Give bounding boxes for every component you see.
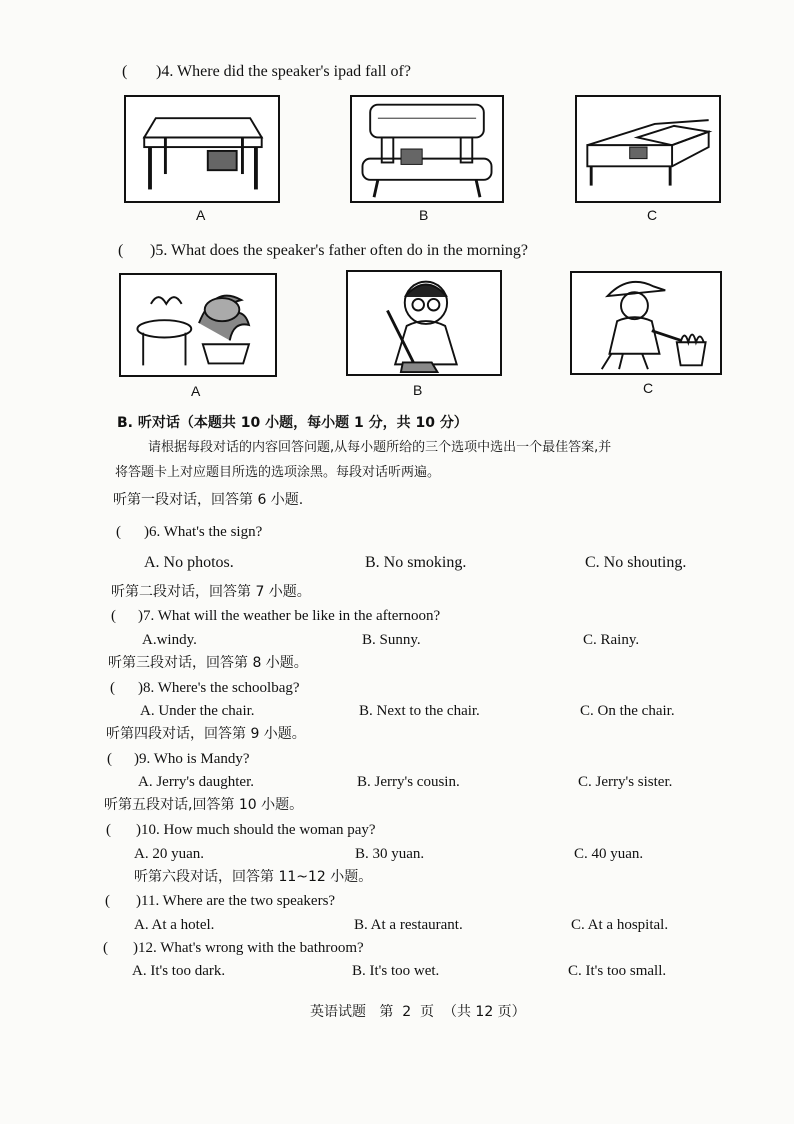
q4-image-b-sofa [350, 95, 504, 203]
q11-paren: ( [105, 893, 110, 909]
q10-paren: ( [106, 822, 111, 838]
q11-option-a: A. At a hotel. [134, 917, 215, 933]
section-b-title: B. 听对话（本题共 10 小题，每小题 1 分，共 10 分） [117, 415, 468, 431]
q9-option-c: C. Jerry's sister. [578, 774, 673, 790]
q7-question: )7. What will the weather be like in the afternoon? [138, 608, 441, 624]
q8-paren: ( [110, 680, 115, 696]
q6-paren: ( [116, 524, 121, 540]
q5-image-b-sweeping [346, 270, 502, 376]
q9-option-a: A. Jerry's daughter. [138, 774, 255, 790]
q7-option-b: B. Sunny. [362, 632, 421, 648]
q6-option-b: B. No smoking. [365, 554, 467, 571]
q10-question: )10. How much should the woman pay? [136, 822, 376, 838]
q4-image-c-bed [575, 95, 721, 203]
q12-option-a: A. It's too dark. [132, 963, 226, 979]
q4-option-b: B [419, 207, 429, 223]
q6-option-a: A. No photos. [144, 554, 234, 571]
q9-question: )9. Who is Mandy? [134, 751, 250, 767]
q12-paren: ( [103, 940, 108, 956]
dialog3-intro: 听第三段对话，回答第 8 小题。 [108, 655, 308, 671]
q9-paren: ( [107, 751, 112, 767]
q10-option-a: A. 20 yuan. [134, 846, 204, 862]
dialog2-intro: 听第二段对话，回答第 7 小题。 [111, 584, 311, 600]
q8-option-c: C. On the chair. [580, 703, 675, 719]
q6-question: )6. What's the sign? [144, 524, 263, 540]
q5-option-a: A [191, 383, 201, 399]
q5-option-c: C [643, 380, 654, 396]
q5-option-b: B [413, 382, 423, 398]
q11-option-b: B. At a restaurant. [354, 917, 463, 933]
q4-paren: ( [122, 63, 128, 80]
q4-image-a-table [124, 95, 280, 203]
q8-option-b: B. Next to the chair. [359, 703, 480, 719]
q11-option-c: C. At a hospital. [571, 917, 669, 933]
q12-option-b: B. It's too wet. [352, 963, 440, 979]
dialog5-intro: 听第五段对话,回答第 10 小题。 [104, 797, 304, 813]
dialog1-intro: 听第一段对话，回答第 6 小题. [113, 492, 304, 508]
section-b-instruction-line2: 将答题卡上对应题目所选的选项涂黑。每段对话听两遍。 [115, 465, 441, 480]
q10-option-b: B. 30 yuan. [355, 846, 425, 862]
q5-question: )5. What does the speaker's father often do in the morning? [150, 242, 529, 259]
q8-option-a: A. Under the chair. [140, 703, 255, 719]
q9-option-b: B. Jerry's cousin. [357, 774, 460, 790]
section-b-instruction-line1: 请根据每段对话的内容回答问题,从每小题所给的三个选项中选出一个最佳答案,并 [148, 440, 612, 455]
q7-paren: ( [111, 608, 116, 624]
q6-option-c: C. No shouting. [585, 554, 687, 571]
q11-question: )11. Where are the two speakers? [136, 893, 336, 909]
q7-option-a: A.windy. [142, 632, 197, 648]
q10-option-c: C. 40 yuan. [574, 846, 644, 862]
q4-option-a: A [196, 207, 206, 223]
q5-paren: ( [118, 242, 124, 259]
dialog4-intro: 听第四段对话，回答第 9 小题。 [106, 726, 306, 742]
q5-image-a-plant [119, 273, 277, 377]
q4-question: )4. Where did the speaker's ipad fall of? [156, 63, 411, 80]
q12-option-c: C. It's too small. [568, 963, 667, 979]
q7-option-c: C. Rainy. [583, 632, 640, 648]
page-footer: 英语试题 第 2 页 （共 12 页） [310, 1004, 526, 1020]
dialog6-intro: 听第六段对话，回答第 11~12 小题。 [134, 869, 373, 885]
q4-option-c: C [647, 207, 658, 223]
q12-question: )12. What's wrong with the bathroom? [133, 940, 364, 956]
q5-image-c-gardening [570, 271, 722, 375]
q8-question: )8. Where's the schoolbag? [138, 680, 300, 696]
